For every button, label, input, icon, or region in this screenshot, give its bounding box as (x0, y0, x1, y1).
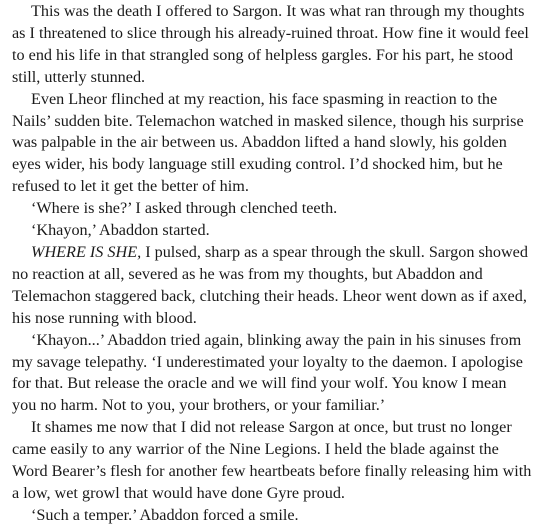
paragraph: ‘Where is she?’ I asked through clenched teeth. (31, 199, 338, 218)
paragraph: This was the death I offered to Sargon. It was what ran through my thoughts as I threatened to slice through his already-ruined throat. How fine it would feel to end his life in that strangled song of helpless gargles. For his part, he stood still, utterly stunned. (12, 2, 529, 86)
paragraph: Even Lheor flinched at my reaction, his face spasming in reaction to the Nails’ sudden bite. Telemachon watched in masked silence, though his surprise was palpable in the air between us. Abaddon lifted a hand slowly, his golden eyes wider, his body language still exuding control. I’d shocked him, but he refused to let it get the better of him. (12, 89, 524, 196)
paragraph: It shames me now that I did not release Sargon at once, but trust no longer came easily to any warrior of the Nine Legions. I held the blade against the Word Bearer’s flesh for another few heartbeats before finally releasing him with a low, wet growl that would have done Gyre proud. (12, 418, 532, 502)
paragraph: ‘Such a temper.’ Abaddon forced a smile. (31, 505, 299, 524)
italic-emphasis: WHERE IS SHE, (31, 242, 142, 261)
paragraph-text: I pulsed, sharp as a spear through the skull. Sargon showed no reaction at all, severed as he was from my thoughts, but Abaddon and Telemachon staggered back, clutching their heads. Lheor went down as if axed, his nose running with blood. (12, 242, 528, 327)
paragraph (12, 242, 532, 330)
paragraph: ‘Khayon,’ Abaddon started. (31, 221, 210, 240)
paragraph: ‘Khayon...’ Abaddon tried again, blinking away the pain in his sinuses from my savage telepathy. ‘I underestimated your loyalty to the daemon. I apologise for that. But release the oracle and we will find your wolf. You know I mean you no harm. Not to you, your brothers, or your familiar.’ (12, 330, 523, 415)
